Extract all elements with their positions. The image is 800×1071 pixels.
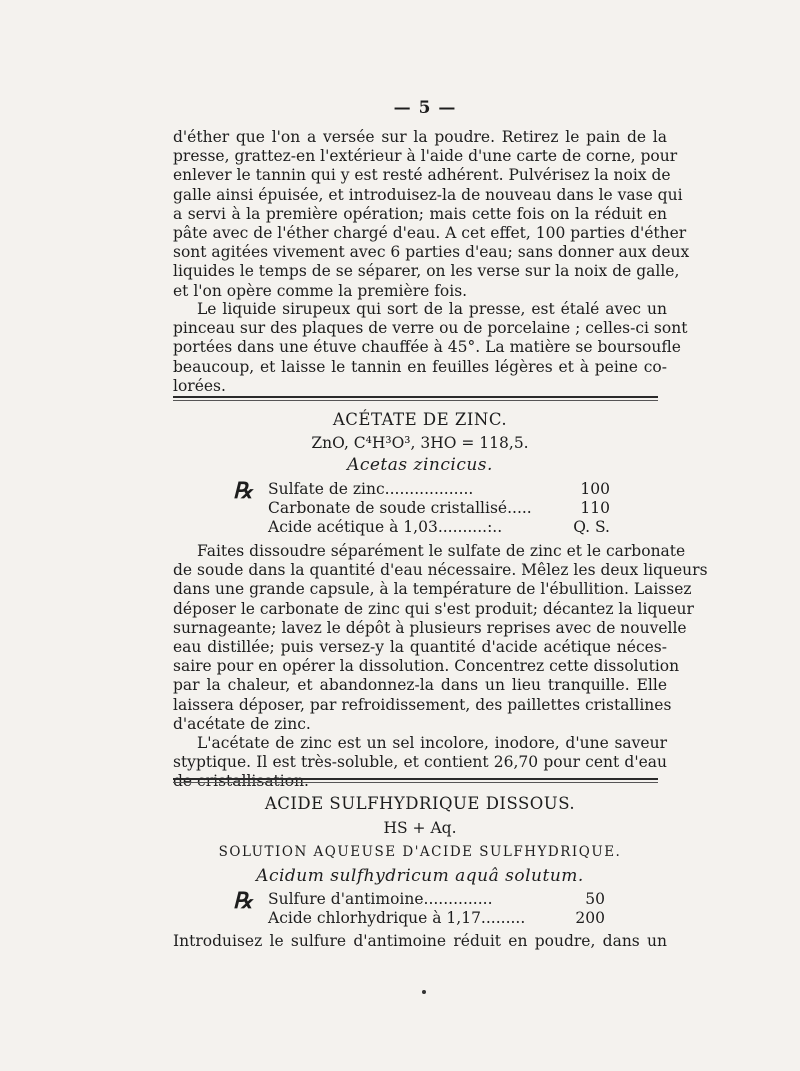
latin-name: Acidum sulfhydricum aquâ solutum. [256, 866, 584, 886]
ingredient-quantity: 200 [575, 909, 605, 927]
section-title-acide-sulfhydrique: ACIDE SULFHYDRIQUE DISSOUS. [264, 794, 576, 813]
closing-line [173, 932, 667, 951]
section-subtitle: SOLUTION AQUEUSE D'ACIDE SULFHYDRIQUE. [218, 844, 622, 860]
ingredient-name: Acide acétique à 1,03..........:.. [268, 518, 503, 536]
text-line: de soude dans la quantité d'eau nécessaire. Mêlez les deux liqueurs [173, 561, 708, 580]
ingredient-quantity: 50 [585, 890, 605, 908]
text-line: Le liquide sirupeux qui sort de la presse, est étalé avec un [197, 300, 667, 318]
ingredient-quantity: Q. S. [573, 518, 610, 536]
text-line: lorées. [173, 376, 226, 395]
text-line: d'éther que l'on a versée sur la poudre. Retirez le pain de la [173, 128, 667, 146]
section-title-acetate-zinc: ACÉTATE DE ZINC. [332, 410, 508, 429]
ingredient-quantity: 100 [580, 480, 610, 498]
text-line: dans une grande capsule, à la température de l'ébullition. Laissez [173, 580, 692, 599]
ingredient-name: Sulfate de zinc.................. [268, 480, 474, 498]
text-line: beaucoup, et laisse le tannin en feuilles légères et à peine co- [173, 357, 667, 376]
text-line: par la chaleur, et abandonnez-la dans un lieu tranquille. Elle [173, 676, 667, 695]
text-line: saire pour en opérer la dissolution. Concentrez cette dissolution [173, 657, 680, 676]
text-line: Introduisez le sulfure d'antimoine réduit en poudre, dans un [173, 932, 667, 950]
text-line: et l'on opère comme la première fois. [173, 281, 468, 300]
text-line: surnageante; lavez le dépôt à plusieurs reprises avec de nouvelle [173, 618, 687, 637]
text-line: presse, grattez-en l'extérieur à l'aide d'une carte de corne, pour [173, 147, 678, 166]
ink-speck [422, 990, 426, 994]
text-line: déposer le carbonate de zinc qui s'est produit; décantez la liqueur [173, 599, 694, 618]
text-line: liquides le temps de se séparer, on les verse sur la noix de galle, [173, 262, 680, 281]
text-line: galle ainsi épuisée, et introduisez-la de nouveau dans le vase qui [173, 185, 683, 204]
page-number: — 5 — [393, 98, 457, 118]
text-line: styptique. Il est très-soluble, et contient 26,70 pour cent d'eau [173, 753, 667, 772]
text-line: eau distillée; puis versez-y la quantité d'acide acétique néces- [173, 638, 667, 657]
text-line: L'acétate de zinc est un sel incolore, inodore, d'une saveur [197, 734, 667, 752]
text-line: pinceau sur des plaques de verre ou de porcelaine ; celles-ci sont [173, 319, 688, 338]
latin-name: Acetas zincicus. [347, 455, 493, 475]
section-divider [173, 396, 658, 398]
section-divider [173, 778, 658, 780]
text-line: d'acétate de zinc. [173, 714, 311, 733]
text-line: Faites dissoudre séparément le sulfate de zinc et le carbonate [197, 542, 686, 560]
text-line: laissera déposer, par refroidissement, des paillettes cristallines [173, 695, 672, 714]
text-line: enlever le tannin qui y est resté adhérent. Pulvérisez la noix de [173, 166, 671, 185]
text-line: a servi à la première opération; mais cette fois on la réduit en [173, 204, 667, 223]
ingredient-name: Acide chlorhydrique à 1,17......... [268, 909, 526, 927]
second-paragraph [173, 300, 688, 396]
text-line: sont agitées vivement avec 6 parties d'eau; sans donner aux deux [173, 243, 690, 262]
text-line: portées dans une étuve chauffée à 45°. La matière se boursoufle [173, 338, 681, 357]
text-line: pâte avec de l'éther chargé d'eau. A cet effet, 100 parties d'éther [173, 224, 687, 243]
recipe-symbol-icon: ℞ [233, 888, 253, 914]
chemical-formula: HS + Aq. [383, 819, 457, 837]
ingredient-quantity: 110 [580, 499, 610, 517]
chemical-formula: ZnO, C⁴H³O³, 3HO = 118,5. [311, 434, 529, 452]
intro-paragraph [173, 128, 690, 301]
recipe-symbol-icon: ℞ [233, 478, 253, 504]
procedure-paragraph [173, 542, 708, 734]
ingredient-name: Sulfure d'antimoine.............. [268, 890, 493, 908]
ingredient-name: Carbonate de soude cristallisé..... [268, 499, 532, 517]
